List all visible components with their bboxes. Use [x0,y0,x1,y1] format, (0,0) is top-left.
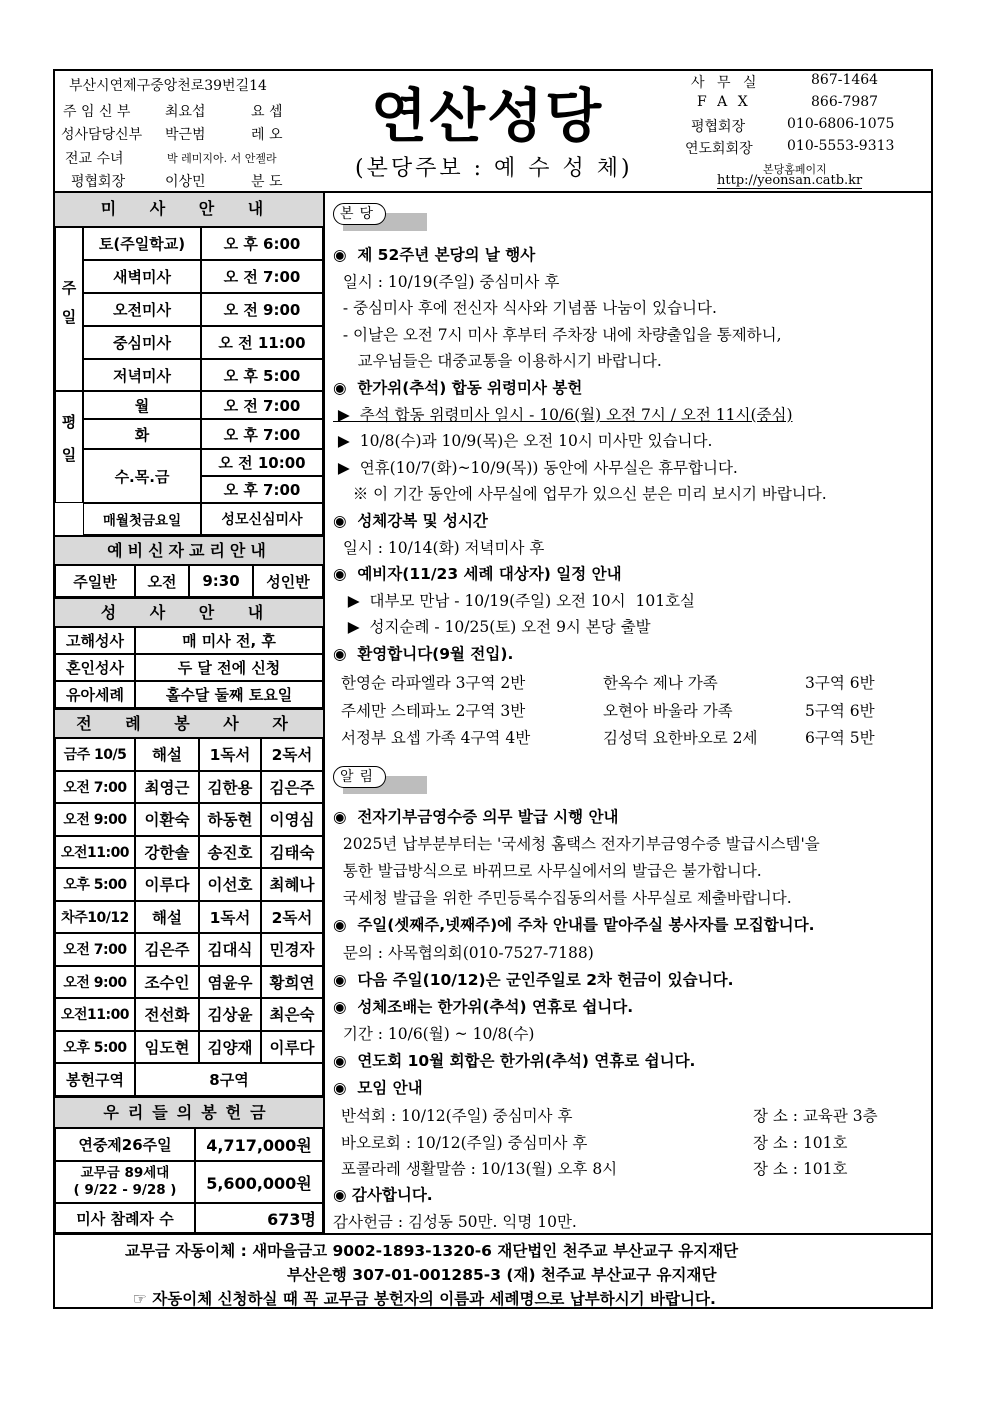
server-cell-9-0: 오후 5:00 [55,1031,135,1064]
server-cell-5-0: 차주10/12 [55,901,135,934]
server-cell-2-1: 이환숙 [135,803,199,836]
servers-heading: 전 례 봉 사 자 [55,708,323,738]
footer-line-3: ☞ 자동이체 신청하실 때 꼭 교무금 봉헌자의 이름과 세례명으로 납부하시기 바랍니다. [133,1290,716,1308]
server-cell-7-1: 조수인 [135,966,199,999]
meeting-cell-2-1: 장 소 : 101호 [753,1160,848,1178]
meeting-cell-1-1: 장 소 : 101호 [753,1133,848,1152]
server-cell-8-2: 김상윤 [199,998,261,1031]
server-cell-0-0: 금주 10/5 [55,738,135,771]
parish-lines-line-7: ▶ 10/8(수)과 10/9(목)은 오전 10시 미사만 있습니다. [333,432,713,451]
notice-lines-line-2: 통한 발급방식으로 바뀌므로 사무실에서의 발급은 불가합니다. [333,862,762,881]
notice-lines-line-1: 2025년 납부분부터는 '국세청 홈택스 전자기부금영수증 발급시스템'을 [333,835,820,854]
homepage-label: 본당홈페이지 [763,163,827,176]
sacrament-name-0: 고해성사 [55,627,135,654]
welcome-cell-0-0: 한영순 라파엘라 3구역 2반 [341,674,526,692]
staff-saint-3: 분 도 [251,174,283,190]
weekday-mass-time-1: 오 후 7:00 [201,419,323,449]
server-cell-3-1: 강한솔 [135,836,199,869]
offering-name-2: 미사 참례자 수 [55,1203,195,1233]
parish-lines-line-2: - 중심미사 후에 전신자 식사와 기념품 나눔이 있습니다. [333,299,717,318]
welcome-cell-0-1: 한옥수 제나 가족 [603,674,718,692]
server-cell-3-0: 오전11:00 [55,836,135,869]
notice-tag: 알림 [333,766,386,788]
offering-area-label: 봉헌구역 [55,1063,135,1096]
notice-lines-line-8: 기간 : 10/6(월) ~ 10/8(수) [333,1024,535,1043]
catechumen-cell-0: 주일반 [55,565,135,597]
offering-name-0: 연중제26주일 [55,1128,195,1161]
parish-lines-line-14: ▶ 성지순례 - 10/25(토) 오전 9시 본당 출발 [333,618,651,637]
notice-lines-line-7: ◉ 성체조배는 한가위(추석) 연휴로 쉽니다. [333,997,634,1016]
sacrament-value-2: 홀수달 둘째 토요일 [135,681,323,708]
weekday-mass-time-2: 오 전 10:00 [201,449,323,476]
offering-value-0: 4,717,000원 [195,1128,323,1161]
parish-lines-line-3: - 이날은 오전 7시 미사 후부터 주차장 내에 차량출입을 통제하니, [333,325,782,344]
weekday-mass-name-0: 월 [83,391,201,419]
sunday-mass-time-4: 오 후 5:00 [201,359,323,391]
notice-lines-line-5: 문의 : 사목협의회(010-7527-7188) [333,943,594,962]
server-cell-9-1: 임도현 [135,1031,199,1064]
parish-lines-line-8: ▶ 연휴(10/7(화)~10/9(목)) 동안에 사무실은 휴무합니다. [333,458,738,477]
footer-line-2: 부산은행 307-01-001285-3 (재) 천주교 부산교구 유지재단 [287,1266,717,1284]
notice-lines-line-4: ◉ 주일(셋째주,넷째주)에 주차 안내를 맡아주실 봉사자를 모집합니다. [333,916,815,935]
sacrament-value-1: 두 달 전에 신청 [135,654,323,681]
server-cell-8-1: 전선화 [135,998,199,1031]
parish-lines-line-6: ▶ 추석 합동 위령미사 일시 - 10/6(월) 오전 7시 / 오전 11시(중심) [333,405,793,424]
parish-lines-line-1: 일시 : 10/19(주일) 중심미사 후 [333,272,560,291]
contact-value-1: 866-7987 [811,94,879,110]
staff-name-0: 최요섭 [165,104,206,120]
offering-name-1: 교무금 89세대 ( 9/22 - 9/28 ) [55,1161,195,1203]
sacrament-name-1: 혼인성사 [55,654,135,681]
welcome-cell-0-2: 3구역 6반 [805,674,875,692]
contact-value-3: 010-5553-9313 [787,138,895,154]
mass-heading: 미 사 안 내 [55,193,323,227]
server-cell-9-2: 김양재 [199,1031,261,1064]
staff-role-1: 성사담당신부 [61,127,143,143]
parish-lines-line-9: ※ 이 기간 동안에 사무실에 업무가 있으신 분은 미리 보시기 바랍니다. [333,485,827,504]
welcome-cell-2-1: 김성덕 요한바오로 2세 [603,729,758,747]
sunday-mass-time-2: 오 전 9:00 [201,293,323,326]
server-cell-2-3: 이영심 [261,803,323,836]
server-cell-6-2: 김대식 [199,933,261,966]
server-cell-6-3: 민경자 [261,933,323,966]
footer-divider [55,1233,931,1235]
server-cell-1-3: 김은주 [261,771,323,804]
server-cell-2-0: 오전 9:00 [55,803,135,836]
offering-value-1: 5,600,000원 [195,1161,323,1203]
server-cell-1-0: 오전 7:00 [55,771,135,804]
server-cell-8-0: 오전11:00 [55,998,135,1031]
server-cell-5-1: 해설 [135,901,199,934]
offering-heading: 우리들의봉헌금 [55,1096,323,1128]
catechumen-cell-3: 성인반 [253,565,323,597]
server-cell-5-3: 2독서 [261,901,323,934]
server-cell-1-2: 김한용 [199,771,261,804]
parish-lines-line-13: ▶ 대부모 만남 - 10/19(주일) 오전 10시 101호실 [333,591,696,610]
staff-saint-0: 요 셉 [251,104,283,120]
parish-lines-line-10: ◉ 성체강복 및 성시간 [333,512,488,530]
parish-lines-line-4: 교우님들은 대중교통을 이용하시기 바랍니다. [333,352,662,371]
server-cell-1-1: 최영근 [135,771,199,804]
notice-lines-line-10: ◉ 모임 안내 [333,1079,423,1097]
server-cell-4-1: 이루다 [135,868,199,901]
sunday-mass-time-3: 오 전 11:00 [201,326,323,359]
parish-lines-line-11: 일시 : 10/14(화) 저녁미사 후 [333,538,545,557]
weekday-label-text: 평일 [59,414,78,480]
thanks-text: 감사헌금 : 김성동 50만. 익명 10만. [333,1213,577,1231]
meeting-cell-2-0: 포콜라레 생활말씀 : 10/13(월) 오후 8시 [341,1160,618,1178]
weekday-mass-time-3: 성모신심미사 [201,503,323,535]
server-cell-7-3: 황희연 [261,966,323,999]
server-cell-8-3: 최은숙 [261,998,323,1031]
meeting-cell-1-0: 바오로회 : 10/12(주일) 중심미사 후 [341,1133,588,1152]
server-cell-6-0: 오전 7:00 [55,933,135,966]
contact-label-2: 평협회장 [691,119,746,135]
sunday-mass-name-3: 중심미사 [83,326,201,359]
server-cell-0-1: 해설 [135,738,199,771]
sunday-mass-name-0: 토(주일학교) [83,227,201,260]
server-cell-3-2: 송진호 [199,836,261,869]
sunday-mass-name-2: 오전미사 [83,293,201,326]
thanks-title: ◉ 감사합니다. [333,1186,433,1204]
bulletin-frame [53,69,933,1309]
server-cell-4-2: 이선호 [199,868,261,901]
server-cell-9-3: 이루다 [261,1031,323,1064]
offering-area-value: 8구역 [135,1063,323,1096]
staff-role-3: 평협회장 [71,174,126,190]
server-cell-3-3: 김태숙 [261,836,323,869]
contact-value-2: 010-6806-1075 [787,116,895,132]
server-cell-0-3: 2독서 [261,738,323,771]
catechumen-cell-1: 오전 [135,565,189,597]
catechumen-cell-2: 9:30 [189,565,253,597]
welcome-cell-1-1: 오현아 바울라 가족 [603,701,733,720]
sunday-label [55,227,83,391]
weekday-mass-name-2: 수.목.금 [83,449,201,503]
staff-role-2: 전교 수녀 [65,151,124,167]
meeting-cell-0-0: 반석회 : 10/12(주일) 중심미사 후 [341,1107,573,1125]
parish-lines-line-5: ◉ 한가위(추석) 합동 위령미사 봉헌 [333,379,583,397]
homepage-url[interactable]: http://yeonsan.catb.kr [717,173,863,188]
page-title: 연산성당 [371,82,604,150]
sunday-mass-time-0: 오 후 6:00 [201,227,323,260]
staff-saint-1: 레 오 [251,127,283,143]
staff-name-2: 박 레미지아. 서 안젤라 [167,152,277,165]
notice-lines-line-6: ◉ 다음 주일(10/12)은 군인주일로 2차 헌금이 있습니다. [333,970,734,989]
welcome-cell-2-0: 서정부 요셉 가족 4구역 4반 [341,729,531,747]
welcome-cell-2-2: 6구역 5반 [805,729,875,747]
server-cell-6-1: 김은주 [135,933,199,966]
contact-label-1: F A X [697,94,751,110]
staff-role-0: 주 임 신 부 [63,104,131,120]
contact-label-0: 사 무 실 [691,75,761,91]
notice-lines-line-9: ◉ 연도회 10월 회합은 한가위(추석) 연휴로 쉽니다. [333,1051,696,1070]
server-cell-4-0: 오후 5:00 [55,868,135,901]
sunday-mass-name-1: 새벽미사 [83,260,201,293]
weekday-mass-name-3: 매월첫금요일 [83,503,201,535]
server-cell-4-3: 최혜나 [261,868,323,901]
server-cell-2-2: 하동현 [199,803,261,836]
staff-name-3: 이상민 [165,174,206,190]
parish-lines-line-15: ◉ 환영합니다(9월 전입). [333,645,514,663]
server-cell-0-2: 1독서 [199,738,261,771]
contact-value-0: 867-1464 [811,72,879,88]
sunday-label-text: 주일 [59,280,78,338]
page-subtitle: (본당주보 : 예 수 성 체) [355,156,633,181]
contact-label-3: 연도회회장 [685,141,753,157]
notice-lines-line-0: ◉ 전자기부금영수증 의무 발급 시행 안내 [333,808,619,826]
address: 부산시연제구중앙천로39번길14 [69,78,267,94]
parish-lines-line-0: ◉ 제 52주년 본당의 날 행사 [333,246,536,264]
offering-value-2: 673명 [195,1203,323,1233]
weekday-label [55,391,83,503]
weekday-mass-name-1: 화 [83,419,201,449]
welcome-cell-1-2: 5구역 6반 [805,701,875,720]
parish-tag: 본당 [333,203,386,225]
server-cell-7-2: 염윤우 [199,966,261,999]
sunday-mass-name-4: 저녁미사 [83,359,201,391]
meeting-cell-0-1: 장 소 : 교육관 3층 [753,1107,878,1125]
sacrament-name-2: 유아세례 [55,681,135,708]
footer-line-1: 교무금 자동이체 : 새마을금고 9002-1893-1320-6 재단법인 천주교 부산교구 유지재단 [125,1242,739,1260]
server-cell-5-2: 1독서 [199,901,261,934]
server-cell-7-0: 오전 9:00 [55,966,135,999]
sacrament-heading: 성 사 안 내 [55,597,323,627]
sunday-mass-time-1: 오 전 7:00 [201,260,323,293]
welcome-cell-1-0: 주세만 스테파노 2구역 3반 [341,701,526,720]
parish-lines-line-12: ◉ 예비자(11/23 세례 대상자) 일정 안내 [333,565,622,584]
weekday-mass-time-2b: 오 후 7:00 [201,476,323,503]
staff-name-1: 박근범 [165,127,206,143]
notice-lines-line-3: 국세청 발급을 위한 주민등록수집동의서를 사무실로 제출바랍니다. [333,889,792,908]
catechumen-heading: 예비신자교리안내 [55,535,323,565]
weekday-mass-time-0: 오 전 7:00 [201,391,323,419]
left-column [55,193,325,1233]
sacrament-value-0: 매 미사 전, 후 [135,627,323,654]
